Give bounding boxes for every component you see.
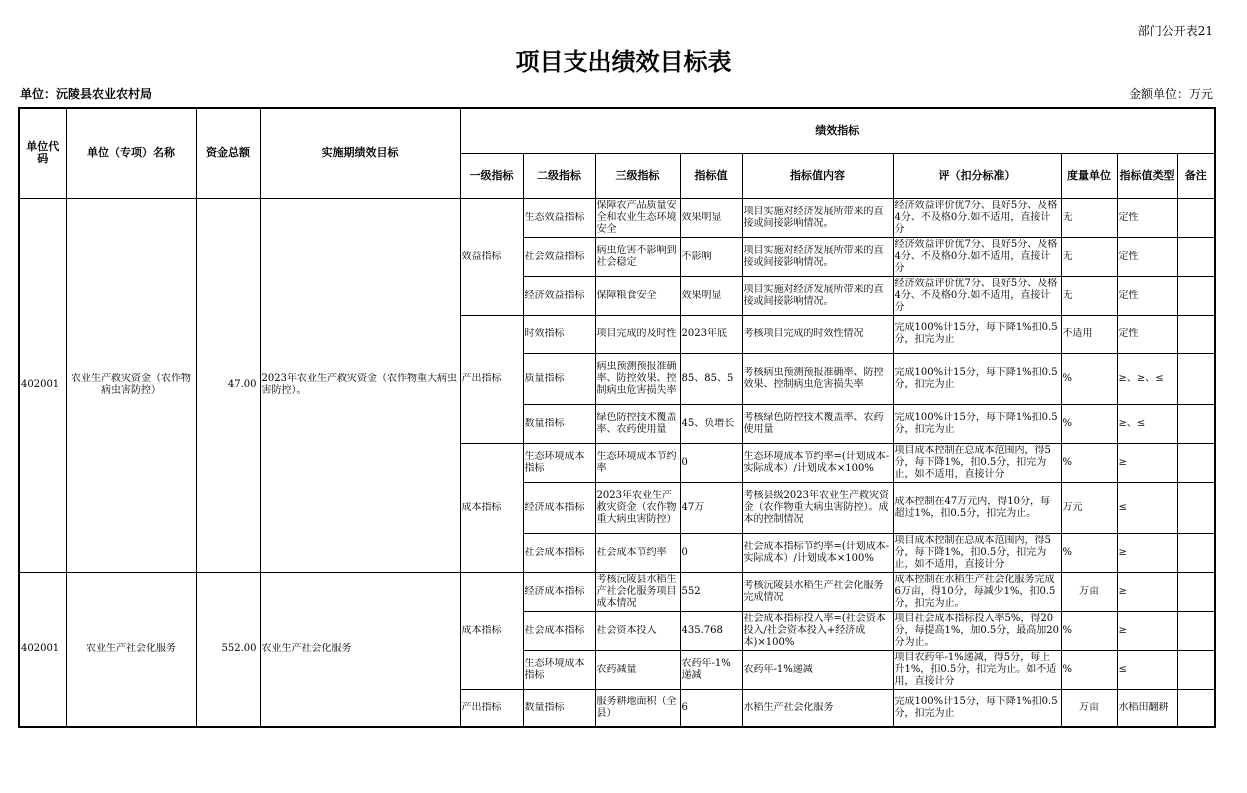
cell-content-text: 社会成本指标节约率=(计划成本-实际成本）/计划成本×100% xyxy=(743,540,890,564)
cell-remark xyxy=(1177,237,1215,276)
cell-type xyxy=(1117,443,1177,482)
header-content: 指标值内容 xyxy=(742,153,893,198)
cell-level2 xyxy=(523,404,595,443)
cell-level3 xyxy=(595,533,680,572)
cell-type xyxy=(1117,237,1177,276)
cell-score xyxy=(893,198,1061,237)
cell-value-text: 效果明显 xyxy=(681,211,722,223)
cell-measure-text: % xyxy=(1062,456,1073,468)
header-measure: 度量单位 xyxy=(1061,153,1117,198)
cell-value xyxy=(680,237,742,276)
header-code: 单位代码 xyxy=(19,108,66,198)
cell-content xyxy=(742,198,893,237)
cell-value xyxy=(680,443,742,482)
project-total xyxy=(196,198,260,572)
cell-content xyxy=(742,650,893,689)
cell-value-text: 552 xyxy=(681,585,701,597)
performance-table xyxy=(18,107,1216,728)
cell-value xyxy=(680,650,742,689)
project-code-text: 402001 xyxy=(21,643,60,655)
cell-value-text: 不影响 xyxy=(681,250,712,262)
cell-type-text: ≥ xyxy=(1118,456,1127,468)
cell-score-text: 经济效益评价优7分、良好5分、及格4分、不及格0分.如不适用，直接计分 xyxy=(894,238,1058,274)
cell-measure-text: % xyxy=(1062,663,1073,675)
cell-measure-text: 无 xyxy=(1062,250,1073,262)
cell-measure xyxy=(1061,198,1117,237)
cell-level2 xyxy=(523,353,595,404)
header-indicators: 绩效指标 xyxy=(460,108,1215,153)
cell-value xyxy=(680,353,742,404)
cell-measure xyxy=(1061,353,1117,404)
cell-measure xyxy=(1061,650,1117,689)
cell-level3-text: 保障农产品质量安全和农业生态环境安全 xyxy=(596,199,677,235)
cell-level3-text: 社会成本节约率 xyxy=(596,546,667,558)
cell-measure-text: % xyxy=(1062,372,1073,384)
cell-level2 xyxy=(523,198,595,237)
cell-remark xyxy=(1177,198,1215,237)
cell-measure xyxy=(1061,533,1117,572)
cell-content-text: 水稻生产社会化服务 xyxy=(743,701,834,713)
cell-value xyxy=(680,404,742,443)
cell-type xyxy=(1117,689,1177,727)
cell-remark xyxy=(1177,404,1215,443)
cell-value xyxy=(680,198,742,237)
cell-type xyxy=(1117,482,1177,533)
cell-value xyxy=(680,276,742,315)
project-goal xyxy=(260,198,460,572)
unit-label: 单位：沅陵县农业农村局 xyxy=(20,87,153,101)
cell-level3-text: 2023年农业生产救灾资金（农作物重大病虫害防控） xyxy=(596,489,677,525)
cell-score xyxy=(893,404,1061,443)
cell-value-text: 45、负增长 xyxy=(681,417,735,429)
cell-level2 xyxy=(523,482,595,533)
header-type: 指标值类型 xyxy=(1117,153,1177,198)
cell-content-text: 生态环境成本节约率=(计划成本-实际成本）/计划成本×100% xyxy=(743,450,890,474)
cell-value-text: 47万 xyxy=(681,501,705,513)
cell-value xyxy=(680,611,742,650)
cell-type-text: 定性 xyxy=(1118,211,1139,223)
cell-value xyxy=(680,533,742,572)
table-body xyxy=(19,198,1215,727)
cell-measure xyxy=(1061,611,1117,650)
cell-measure-text: % xyxy=(1062,546,1073,558)
cell-type-text: 定性 xyxy=(1118,289,1139,301)
cell-type-text: ≥ xyxy=(1118,546,1127,558)
cell-type-text: ≥ xyxy=(1118,624,1127,636)
cell-type xyxy=(1117,198,1177,237)
cell-remark xyxy=(1177,276,1215,315)
cell-level2 xyxy=(523,572,595,611)
cell-score xyxy=(893,572,1061,611)
cell-content xyxy=(742,237,893,276)
cell-score-text: 经济效益评价优7分、良好5分、及格4分、不及格0分.如不适用，直接计分 xyxy=(894,199,1058,235)
cell-level2-text: 社会成本指标 xyxy=(524,624,585,636)
cell-measure-text: 不适用 xyxy=(1062,328,1093,339)
cell-value-text: 2023年底 xyxy=(681,328,727,339)
cell-value xyxy=(680,572,742,611)
cell-level3-text: 病虫预测预报准确率、防控效果、控制病虫危害损失率 xyxy=(596,360,677,396)
cell-measure-text: 万亩 xyxy=(1079,585,1099,597)
cell-measure xyxy=(1061,689,1117,727)
cell-level2-text: 社会效益指标 xyxy=(524,250,585,262)
cell-score-text: 项目成本控制在总成本范围内，得5分，每下降1%，扣0.5分，扣完为止，如不适用，直接计分 xyxy=(894,444,1051,480)
cell-type xyxy=(1117,611,1177,650)
cell-level2 xyxy=(523,237,595,276)
cell-score xyxy=(893,276,1061,315)
cell-measure xyxy=(1061,482,1117,533)
cell-value-text: 0 xyxy=(681,546,688,558)
cell-type-text: 定性 xyxy=(1118,250,1139,262)
cell-type xyxy=(1117,404,1177,443)
cell-remark xyxy=(1177,650,1215,689)
cell-remark xyxy=(1177,611,1215,650)
cell-type xyxy=(1117,572,1177,611)
level1-indicator xyxy=(460,689,523,727)
level1-indicator-text: 产出指标 xyxy=(461,373,502,384)
cell-level2-text: 数量指标 xyxy=(524,417,565,429)
cell-content xyxy=(742,404,893,443)
cell-score xyxy=(893,689,1061,727)
project-code-text: 402001 xyxy=(21,379,60,390)
cell-level3 xyxy=(595,198,680,237)
cell-level2 xyxy=(523,443,595,482)
cell-score-text: 完成100%计15分，每下降1%扣0.5分，扣完为止 xyxy=(894,322,1058,345)
project-goal-text: 2023年农业生产救灾资金（农作物重大病虫害防控）。 xyxy=(261,373,457,396)
cell-remark xyxy=(1177,689,1215,727)
cell-level3 xyxy=(595,482,680,533)
cell-score-text: 项目社会成本指标投入率5%，得20分，每提高1%，加0.5分，最高加20分为止。 xyxy=(894,612,1059,648)
cell-type xyxy=(1117,315,1177,353)
cell-level3 xyxy=(595,689,680,727)
cell-value xyxy=(680,689,742,727)
cell-type xyxy=(1117,650,1177,689)
cell-level2-text: 经济成本指标 xyxy=(524,585,585,597)
header-goal: 实施期绩效目标 xyxy=(260,108,460,198)
cell-value-text: 农药年-1%递减 xyxy=(681,657,731,681)
level1-indicator xyxy=(460,443,523,572)
cell-level3 xyxy=(595,572,680,611)
cell-content xyxy=(742,533,893,572)
cell-content-text: 项目实施对经济发展所带来的直接或间接影响情况。 xyxy=(743,244,884,268)
cell-level3 xyxy=(595,404,680,443)
cell-measure xyxy=(1061,404,1117,443)
cell-remark xyxy=(1177,572,1215,611)
cell-content-text: 考核病虫预测预报准确率、防控效果、控制病虫危害损失率 xyxy=(743,366,884,390)
cell-content xyxy=(742,276,893,315)
cell-content xyxy=(742,611,893,650)
cell-content-text: 社会成本指标投入率=(社会资本投入/社会资本投入+经济成本)×100% xyxy=(743,612,886,648)
cell-score-text: 成本控制在47万元内，得10分，每超过1%，扣0.5分，扣完为止。 xyxy=(894,495,1050,519)
project-name-text: 农业生产救灾资金（农作物病虫害防控） xyxy=(71,373,191,396)
level1-indicator-text: 成本指标 xyxy=(461,501,502,513)
level1-indicator-text: 成本指标 xyxy=(461,624,502,636)
project-name-text: 农业生产社会化服务 xyxy=(86,643,176,655)
header-level1: 一级指标 xyxy=(460,153,523,198)
cell-level3 xyxy=(595,276,680,315)
cell-score xyxy=(893,611,1061,650)
cell-level3-text: 保障粮食安全 xyxy=(596,289,657,301)
cell-score xyxy=(893,237,1061,276)
cell-score-text: 完成100%计15分，每下降1%扣0.5分，扣完为止 xyxy=(894,695,1058,719)
level1-indicator-text: 产出指标 xyxy=(461,701,502,713)
cell-measure-text: 万亩 xyxy=(1079,701,1099,713)
level1-indicator xyxy=(460,572,523,689)
cell-content-text: 考核绿色防控技术覆盖率、农药使用量 xyxy=(743,411,884,435)
cell-value-text: 0 xyxy=(681,456,688,468)
project-name xyxy=(66,198,196,572)
cell-content xyxy=(742,443,893,482)
cell-level2-text: 生态环境成本指标 xyxy=(524,450,585,474)
cell-value xyxy=(680,482,742,533)
cell-level2-text: 时效指标 xyxy=(524,328,565,339)
cell-type-text: 定性 xyxy=(1118,328,1139,339)
cell-score xyxy=(893,315,1061,353)
cell-level3-text: 绿色防控技术覆盖率、农药使用量 xyxy=(596,411,677,435)
cell-level3 xyxy=(595,611,680,650)
cell-measure xyxy=(1061,276,1117,315)
cell-type-text: ≤ xyxy=(1118,663,1127,675)
project-total-text: 552.00 xyxy=(221,643,257,655)
cell-level2-text: 生态环境成本指标 xyxy=(524,657,585,681)
cell-type-text: ≥、≥、≤ xyxy=(1118,372,1164,384)
cell-level2 xyxy=(523,315,595,353)
header-total: 资金总额 xyxy=(196,108,260,198)
cell-type xyxy=(1117,533,1177,572)
cell-measure xyxy=(1061,572,1117,611)
cell-type-text: ≤ xyxy=(1118,501,1127,513)
cell-measure-text: 万元 xyxy=(1062,501,1083,513)
cell-content xyxy=(742,572,893,611)
cell-level2-text: 社会成本指标 xyxy=(524,546,585,558)
cell-level2-text: 质量指标 xyxy=(524,372,565,384)
cell-level2 xyxy=(523,276,595,315)
cell-remark xyxy=(1177,443,1215,482)
project-name xyxy=(66,572,196,727)
header-level2: 二级指标 xyxy=(523,153,595,198)
table-number: 部门公开表21 xyxy=(1137,24,1213,38)
cell-level3 xyxy=(595,237,680,276)
cell-value xyxy=(680,315,742,353)
cell-remark xyxy=(1177,353,1215,404)
cell-level3-text: 生态环境成本节约率 xyxy=(596,450,677,474)
cell-level3-text: 服务耕地面积（全县） xyxy=(596,695,677,719)
cell-level2 xyxy=(523,650,595,689)
cell-score xyxy=(893,443,1061,482)
cell-content xyxy=(742,315,893,353)
cell-measure xyxy=(1061,443,1117,482)
cell-score-text: 完成100%计15分，每下降1%扣0.5分，扣完为止 xyxy=(894,411,1058,435)
cell-measure-text: % xyxy=(1062,624,1073,636)
cell-measure-text: 无 xyxy=(1062,211,1073,223)
cell-content-text: 项目实施对经济发展所带来的直接或间接影响情况。 xyxy=(743,205,884,229)
cell-content xyxy=(742,689,893,727)
cell-level3-text: 农药减量 xyxy=(596,663,637,675)
cell-content-text: 考核项目完成的时效性情况 xyxy=(743,328,864,339)
cell-level3-text: 项目完成的及时性 xyxy=(596,328,677,339)
table-row xyxy=(19,572,1215,611)
cell-score-text: 项目农药年-1%递减，得5分，每上升1%，扣0.5分，扣完为止。如不适用，直接计分 xyxy=(894,651,1057,687)
header-remark: 备注 xyxy=(1177,153,1215,198)
cell-value-text: 85、85、5 xyxy=(681,372,734,384)
header-level3: 三级指标 xyxy=(595,153,680,198)
cell-level3 xyxy=(595,353,680,404)
cell-level2 xyxy=(523,611,595,650)
cell-level2-text: 经济成本指标 xyxy=(524,501,585,513)
cell-remark xyxy=(1177,533,1215,572)
cell-measure-text: % xyxy=(1062,417,1073,429)
cell-content-text: 考核县级2023年农业生产救灾资金（农作物重大病虫害防控）。成本的控制情况 xyxy=(743,489,889,525)
cell-level2-text: 数量指标 xyxy=(524,701,565,713)
project-code xyxy=(19,198,66,572)
cell-level3 xyxy=(595,443,680,482)
header-value: 指标值 xyxy=(680,153,742,198)
cell-level3-text: 社会资本投入 xyxy=(596,624,657,636)
level1-indicator xyxy=(460,198,523,315)
cell-remark xyxy=(1177,315,1215,353)
cell-measure xyxy=(1061,237,1117,276)
table-row xyxy=(19,198,1215,237)
cell-score-text: 成本控制在水稻生产社会化服务完成6万亩，得10分，每减少1%，扣0.5分，扣完为止。 xyxy=(894,573,1056,609)
amount-unit: 金额单位：万元 xyxy=(1128,87,1213,101)
cell-level3 xyxy=(595,315,680,353)
project-goal-text: 农业生产社会化服务 xyxy=(261,643,352,655)
cell-value-text: 效果明显 xyxy=(681,289,722,301)
cell-measure-text: 无 xyxy=(1062,289,1073,301)
cell-type xyxy=(1117,276,1177,315)
cell-content-text: 项目实施对经济发展所带来的直接或间接影响情况。 xyxy=(743,283,884,307)
page-title: 项目支出绩效目标表 xyxy=(515,48,732,76)
cell-content xyxy=(742,482,893,533)
cell-type-text: ≥、≤ xyxy=(1118,417,1146,429)
cell-content xyxy=(742,353,893,404)
cell-score-text: 经济效益评价优7分、良好5分、及格4分、不及格0分.如不适用，直接计分 xyxy=(894,277,1058,313)
project-goal xyxy=(260,572,460,727)
project-total-text: 47.00 xyxy=(227,379,257,390)
cell-remark xyxy=(1177,482,1215,533)
header-score: 评（扣分标准） xyxy=(893,153,1061,198)
cell-score xyxy=(893,353,1061,404)
cell-level3-text: 病虫危害不影响到社会稳定 xyxy=(596,244,677,268)
project-code xyxy=(19,572,66,727)
cell-type-text: ≥ xyxy=(1118,585,1127,597)
cell-type xyxy=(1117,353,1177,404)
header-name: 单位（专项）名称 xyxy=(66,108,196,198)
level1-indicator-text: 效益指标 xyxy=(461,250,502,262)
cell-content-text: 考核沅陵县水稻生产社会化服务完成情况 xyxy=(743,579,884,603)
cell-score xyxy=(893,482,1061,533)
cell-content-text: 农药年-1%递减 xyxy=(743,663,813,675)
cell-value-text: 6 xyxy=(681,701,688,713)
cell-score-text: 项目成本控制在总成本范围内，得5分，每下降1%，扣0.5分，扣完为止，如不适用，直接计分 xyxy=(894,534,1051,570)
level1-indicator xyxy=(460,315,523,443)
cell-level3-text: 考核沅陵县水稻生产社会化服务项目成本情况 xyxy=(596,573,677,609)
cell-score-text: 完成100%计15分，每下降1%扣0.5分，扣完为止 xyxy=(894,366,1058,390)
cell-level3 xyxy=(595,650,680,689)
cell-type-text: 水稻田翻耕 xyxy=(1118,701,1169,713)
cell-level2-text: 生态效益指标 xyxy=(524,211,585,223)
cell-score xyxy=(893,533,1061,572)
cell-level2 xyxy=(523,689,595,727)
cell-value-text: 435.768 xyxy=(681,624,723,636)
cell-measure xyxy=(1061,315,1117,353)
project-total xyxy=(196,572,260,727)
cell-level2 xyxy=(523,533,595,572)
cell-score xyxy=(893,650,1061,689)
cell-level2-text: 经济效益指标 xyxy=(524,289,585,301)
